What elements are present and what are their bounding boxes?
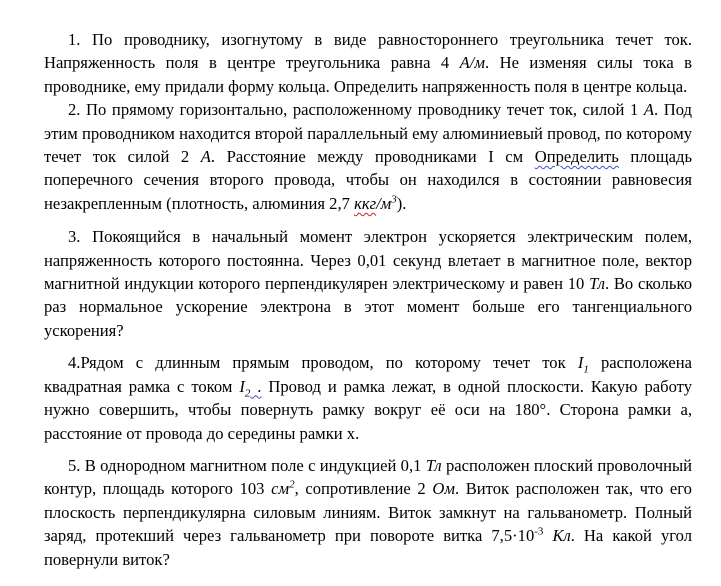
problem-4-marked-punct: .: [250, 376, 262, 396]
problem-3: [44, 225, 692, 342]
problem-5-unit-d: Кл: [552, 526, 571, 546]
problem-5-text-f: . На какой угол повернули виток?: [44, 526, 692, 569]
problem-3-unit-a: Тл: [589, 274, 605, 294]
problem-4-text-c: Провод и рамка лежат, в одной плоскости. Какую работу нужно совершить, чтобы повернуть рамку вокруг её оси на 180°. Сторона рамки а, расстояние от провода до середины рамки х.: [44, 376, 693, 443]
problem-5-unit-c: Ом: [432, 479, 455, 499]
problem-2-sup-c: 3: [391, 193, 397, 206]
problem-3-text-a: 3. Покоящийся в начальный момент электрон ускоряется электрическим полем, напряженность которого постоянна. Через 0,01 секунд влетает в магнитное поле, вектор магнитной индукции которого перпендикулярен электрическому и равен 10: [44, 227, 692, 294]
problem-4-var-b: I: [239, 376, 245, 396]
problem-2-text-d: площадь поперечного сечения второго провода, чтобы он находился в состоянии равновесия незакрепленным (плотность, алюминия 2,7: [44, 147, 693, 213]
problem-2-text-e: ).: [396, 193, 407, 213]
problem-4-text-b: расположена квадратная рамка с током: [44, 353, 692, 396]
problem-3-text-b: . Во сколько раз нормальное ускорение электрона в этот момент больше его тангенциального ускорения?: [44, 274, 692, 340]
problem-1-unit-a: А/м: [459, 53, 485, 73]
problem-4-sub-a: 1: [583, 363, 589, 376]
problem-2-unit-b: А: [200, 147, 211, 167]
problem-5-sup-b: 2: [289, 478, 295, 491]
problem-2-text-b: . Под этим проводником находится второй параллельный ему алюминиевый провод, по которому течет ток силой 2: [44, 100, 692, 167]
problem-2-unit-c: ккг: [354, 193, 377, 213]
problem-5-text-a: 5. В однородном магнитном поле с индукцией 0,1: [68, 455, 426, 475]
problem-5-text-d: . Виток расположен так, что его плоскость перпендикулярна силовым линиям. Виток замкнут на гальванометр. Полный заряд, протекший через гальванометр при повороте витка 7,5·10: [44, 479, 692, 546]
problem-5: [44, 454, 692, 571]
problem-2-unit-c-rest: /м: [376, 193, 392, 213]
problem-1-text-b: . Не изменяя силы тока в проводнике, ему придали форму кольца. Определить напряженность поля в центре кольца.: [44, 53, 692, 96]
problem-5-unit-b: см: [271, 479, 290, 499]
problem-4: [44, 351, 692, 445]
problem-2-unit-a: А: [643, 100, 654, 120]
problem-5-sup-d: -3: [534, 525, 544, 538]
problem-2: [44, 98, 692, 215]
problem-1: [44, 28, 692, 98]
problem-1-text-a: 1. По проводнику, изогнутому в виде равностороннего треугольника течет ток. Напряженность поля в центре треугольника равна 4: [44, 30, 692, 73]
problem-2-text-a: 2. По прямому горизонтально, расположенному проводнику течет ток, силой 1: [68, 100, 644, 120]
problem-2-text-c: . Расстояние между проводниками I см: [210, 147, 535, 167]
problem-2-marked-word: Определить: [534, 147, 619, 167]
problem-5-text-b: расположен плоский проволочный контур, площадь которого 103: [44, 455, 692, 499]
problem-4-text-a: 4.Рядом с длинным прямым проводом, по которому течет ток: [68, 353, 578, 373]
problem-5-text-c: , сопротивление 2: [294, 479, 433, 499]
problem-5-unit-a: Тл: [425, 455, 442, 475]
problem-4-sub-b: 2: [244, 387, 251, 399]
document-body: [44, 28, 692, 571]
problem-4-var-a: I: [577, 353, 584, 373]
